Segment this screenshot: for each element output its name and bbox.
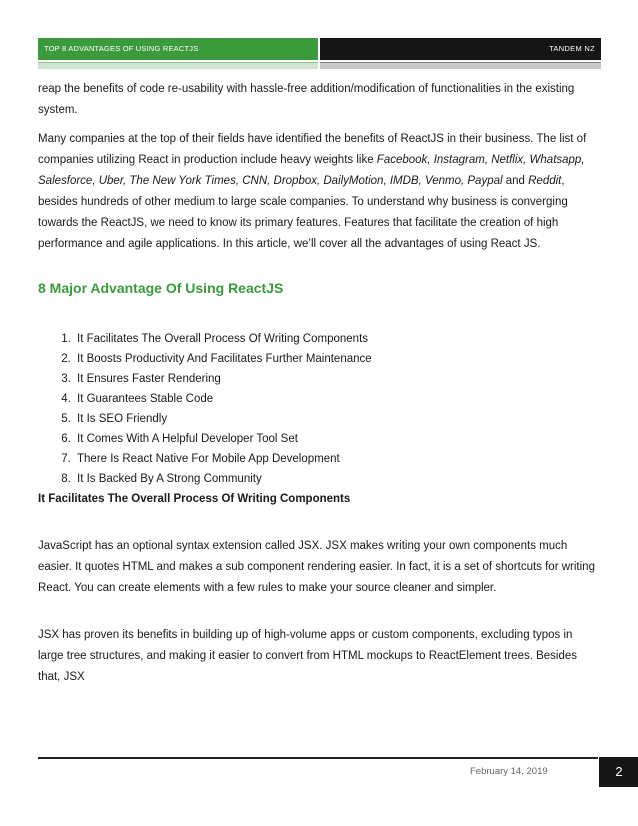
list-item: 8. It Is Backed By A Strong Community [74, 469, 598, 489]
list-item: 7. There Is React Native For Mobile App Development [74, 449, 598, 469]
list-item: 3. It Ensures Faster Rendering [74, 369, 598, 389]
list-item: 4. It Guarantees Stable Code [74, 389, 598, 409]
section-heading: 8 Major Advantage Of Using ReactJS [38, 280, 284, 296]
list-item: 1. It Facilitates The Overall Process Of Writing Components [74, 329, 598, 349]
list-item: 5. It Is SEO Friendly [74, 409, 598, 429]
advantages-list [38, 329, 598, 489]
list-item: 6. It Comes With A Helpful Developer Tool Set [74, 429, 598, 449]
document-body [38, 79, 598, 688]
paragraph-jsx-benefits: JSX has proven its benefits in building up of high-volume apps or custom components, excluding typos in large tree structures, and making it easier to convert from HTML mockups to ReactElement trees. Besides that, JSX [38, 629, 578, 683]
paragraph-jsx-intro: JavaScript has an optional syntax extension called JSX. JSX makes writing your own components much easier. It quotes HTML and makes a sub component rendering easier. In fact, it is a set of shortcuts for writing React. You can create elements with a few rules to make your source cleaner and simpler. [38, 540, 595, 594]
header-title: TOP 8 ADVANTAGES OF USING REACTJS [38, 38, 318, 60]
header-strip-gray [320, 62, 601, 69]
header-company: TANDEM NZ [320, 38, 601, 60]
companies-list: Facebook, Instagram, Netflix, Whatsapp, Salesforce, Uber, The New York Times, CNN, Dropbox, DailyMotion, IMDB, Venmo, Paypal [38, 154, 585, 187]
companies-rest: , besides hundreds of other medium to large scale companies. To understand why business is converging towards the ReactJS, we need to know its primary features. Features that facilitate the creation of high performance and agile applications. In this article, we’ll cover all the advantages of using React JS. [38, 175, 568, 250]
paragraph-companies [38, 129, 598, 255]
header-decoration-strip [38, 62, 601, 69]
header-strip-green [38, 62, 318, 69]
list-item: 2. It Boosts Productivity And Facilitates Further Maintenance [74, 349, 598, 369]
companies-last: Reddit [528, 175, 562, 187]
footer-divider [38, 757, 598, 759]
paragraph-continuation: reap the benefits of code re-usability with hassle-free addition/modification of functionalities in the existing system. [38, 83, 575, 116]
page-number: 2 [599, 757, 638, 787]
subsection-heading: It Facilitates The Overall Process Of Writing Components [38, 493, 351, 505]
companies-and: and [502, 175, 529, 187]
companies-intro: Many companies at the top of their fields have identified the benefits of ReactJS in their business. The list of companies utilizing React in production include heavy weights like [38, 133, 587, 166]
footer-date: February 14, 2019 [470, 766, 548, 777]
page-header [38, 38, 601, 60]
